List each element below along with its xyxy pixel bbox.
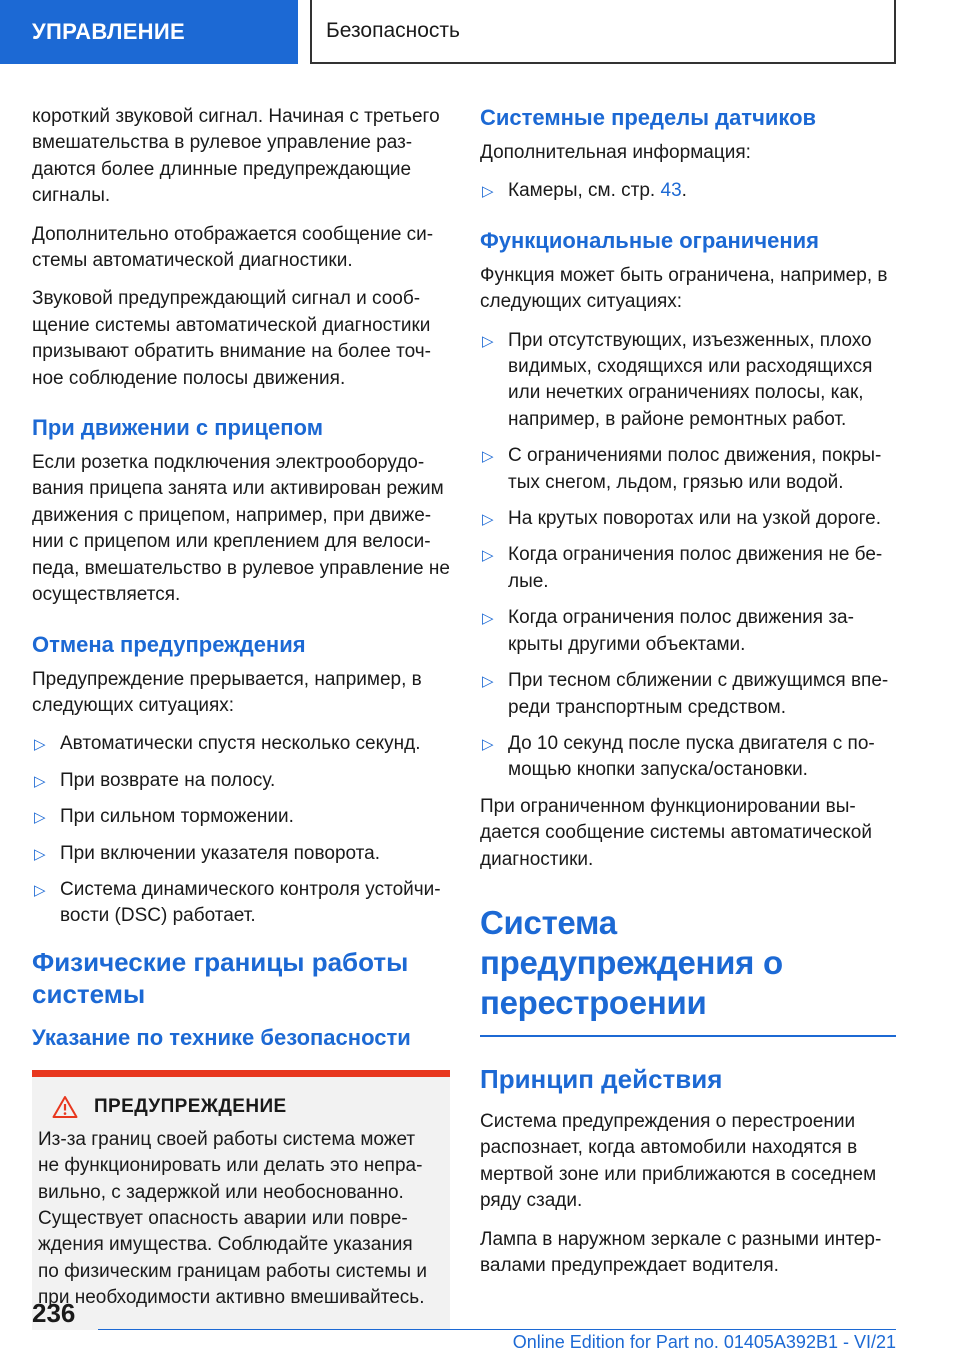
triangle-bullet-icon: ▷ [482, 511, 494, 529]
triangle-bullet-icon: ▷ [34, 845, 46, 863]
warning-text: Из-за границ своей работы система может не функционировать или делать это непра-вильно, с задержкой или необоснованно. Существует опасность аварии или повре-ждения имущества. Соблюдайте указания по физическим границам работы системы и при необходимости активно вмешивайтесь. [38, 1128, 427, 1309]
func-list [480, 328, 896, 784]
warning-header [38, 1095, 436, 1119]
triangle-bullet-icon: ▷ [34, 881, 46, 899]
section-heading-principle: Принцип действия [480, 1063, 723, 1094]
list-item: ▷ При отсутствующих, изъезженных, плохо видимых, сходящихся или расходящихся или нечетких ограничениях полосы, как, например, в районе ремонтных работ. [482, 329, 873, 430]
footer-edition: Online Edition for Part no. 01405A392B1 - VI/21 [512, 1332, 896, 1352]
list-item: ▷ На крутых поворотах или на узкой дороге. [480, 506, 896, 532]
footer-divider [98, 1329, 896, 1330]
paragraph: При ограниченном функционировании вы-дается сообщение системы автоматической диагностики. [480, 795, 872, 870]
triangle-bullet-icon: ▷ [482, 735, 494, 753]
section-title: Безопасность [326, 19, 460, 42]
triangle-bullet-icon: ▷ [482, 183, 494, 201]
paragraph: Лампа в наружном зеркале с разными интер-валами предупреждает водителя. [480, 1228, 882, 1276]
list-item: ▷ С ограничениями полос движения, покры-тых снегом, льдом, грязью или водой. [482, 445, 882, 493]
paragraph: Дополнительно отображается сообщение си-стемы автоматической диагностики. [32, 223, 434, 272]
right-column [480, 104, 896, 1291]
warning-bar [32, 1070, 450, 1077]
paragraph: Функция может быть ограничена, например, в следующих ситуациях: [480, 264, 888, 313]
paragraph: Если розетка подключения электрооборудо-вания прицепа занята или активирован режим движения с прицепом, например, при движе-нии с прицепом или креплением для велоси-педа, вмешательство в рулевое управление не осуществляется. [32, 452, 450, 606]
paragraph: Дополнительная информация: [480, 142, 751, 163]
section-header [310, 0, 896, 64]
subheading-trailer: При движении с прицепом [32, 415, 323, 441]
list-item: ▷ При включении указателя поворота. [32, 841, 450, 867]
chapter-heading-lcw: Система предупреждения о перестроении [480, 903, 896, 1037]
subheading-cancel: Отмена предупреждения [32, 631, 306, 657]
chapter-tab [0, 0, 298, 64]
triangle-bullet-icon: ▷ [34, 809, 46, 827]
page-link[interactable]: 43 [660, 180, 682, 202]
list-item: ▷ До 10 секунд после пуска двигателя с по-мощью кнопки запуска/остановки. [482, 732, 875, 781]
left-column [32, 104, 450, 1330]
triangle-bullet-icon: ▷ [482, 332, 494, 350]
section-heading-limits: Физические границы работы системы [32, 946, 409, 1009]
list-item: ▷ При возврате на полосу. [32, 768, 450, 794]
list-item: ▷ Когда ограничения полос движения за-крыты другими объектами. [482, 607, 854, 655]
warning-title: ПРЕДУПРЕЖДЕНИЕ [94, 1095, 287, 1117]
triangle-bullet-icon: ▷ [482, 673, 494, 691]
paragraph: Предупреждение прерывается, например, в следующих ситуациях: [32, 668, 422, 716]
page-number: 236 [32, 1298, 76, 1328]
list-item: ▷ При тесном сближении с движущимся впе-реди транспортным средством. [482, 670, 889, 718]
triangle-bullet-icon: ▷ [482, 547, 494, 565]
subheading-func: Функциональные ограничения [480, 227, 819, 253]
paragraph: Звуковой предупреждающий сигнал и сооб-щение системы автоматической диагностики призывают обратить внимание на более точ-ное соблюдение полосы движения. [32, 288, 431, 389]
subheading-safety: Указание по технике безопасности [32, 1024, 411, 1050]
list-item: ▷ Система динамического контроля устойчи-вости (DSC) работает. [34, 878, 441, 927]
sensor-list [480, 178, 896, 204]
warning-box [32, 1077, 450, 1330]
triangle-bullet-icon: ▷ [482, 610, 494, 628]
subheading-sensor: Системные пределы датчиков [480, 105, 817, 130]
triangle-bullet-icon: ▷ [34, 736, 46, 754]
list-item: ▷ Когда ограничения полос движения не бе-лые. [482, 544, 883, 592]
list-item: ▷ Камеры, см. стр. 43. [480, 178, 896, 204]
chapter-title: УПРАВЛЕНИЕ [32, 19, 185, 44]
cancel-list [32, 731, 450, 929]
list-item: ▷ Автоматически спустя несколько секунд. [32, 731, 450, 757]
list-item: ▷ При сильном торможении. [32, 804, 450, 830]
triangle-bullet-icon: ▷ [34, 772, 46, 790]
triangle-bullet-icon: ▷ [482, 448, 494, 466]
paragraph: Система предупреждения о перестроении распознает, когда автомобили находятся в мертвой зоне или приближаются в соседнем ряду сзади. [480, 1110, 877, 1212]
warning-triangle-icon [52, 1095, 78, 1119]
paragraph: короткий звуковой сигнал. Начиная с третьего вмешательства в рулевое управление раз-даются более длинные предупреждающие сигналы. [32, 106, 440, 207]
